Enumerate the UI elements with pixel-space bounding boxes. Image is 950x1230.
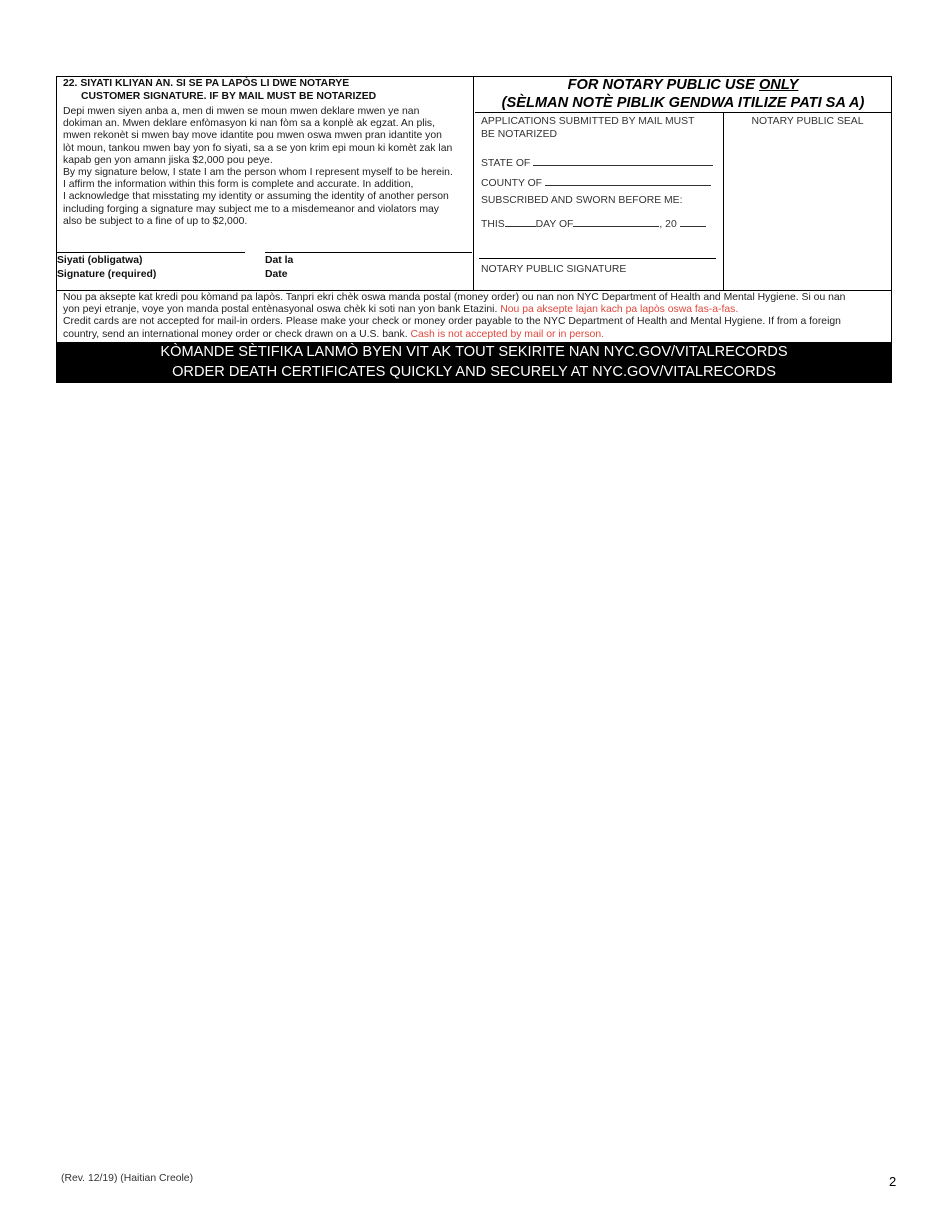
payment-line4-warning: Cash is not accepted by mail or in person. xyxy=(410,328,604,340)
year-label: , 20 xyxy=(659,219,677,230)
page-number: 2 xyxy=(889,1174,897,1189)
mail-notice-line2: BE NOTARIZED xyxy=(481,128,558,140)
customer-signature-section xyxy=(57,77,474,290)
payment-line4-text: country, send an international money order or check drawn on a U.S. bank. xyxy=(63,328,411,340)
date-label-ht: Dat la xyxy=(265,255,294,266)
notary-fields xyxy=(475,113,723,290)
mail-notice-line1: APPLICATIONS SUBMITTED BY MAIL MUST xyxy=(481,116,695,127)
declaration-text xyxy=(63,106,473,228)
declaration-line: I acknowledge that misstating my identity or assuming the identity of another person xyxy=(63,191,449,203)
this-label: THIS xyxy=(481,219,505,230)
declaration-line: Depi mwen siyen anba a, men di mwen se moun mwen deklare mwen ye nan xyxy=(63,106,420,117)
state-row xyxy=(481,155,713,171)
declaration-line: also be subject to a fine of up to $2,000. xyxy=(63,215,248,227)
banner-line2: ORDER DEATH CERTIFICATES QUICKLY AND SECURELY AT NYC.GOV/VITALRECORDS xyxy=(172,363,776,380)
notary-heading-text: FOR NOTARY PUBLIC USE xyxy=(567,77,759,93)
payment-line2-warning: Nou pa aksepte lajan kach pa lapòs oswa fas-a-fas. xyxy=(500,304,739,316)
declaration-line: By my signature below, I state I am the person whom I represent myself to be herein. xyxy=(63,167,453,179)
section-22-title xyxy=(63,78,376,103)
declaration-line: dokiman an. Mwen deklare enfòmasyon ki nan fòm sa a konplè ak egzat. An plis, xyxy=(63,118,435,130)
order-online-banner xyxy=(57,342,891,382)
declaration-line: including forging a signature may subject me to a misdemeanor and violators may xyxy=(63,203,439,215)
section-title-line1: 22. SIYATI KLIYAN AN. SI SE PA LAPÒS LI DWE NOTARYE xyxy=(63,78,350,89)
notary-heading-only: ONLY xyxy=(758,77,799,93)
banner-line1: KÒMANDE SÈTIFIKA LANMÒ BYEN VIT AK TOUT SEKIRITE NAN NYC.GOV/VITALRECORDS xyxy=(160,344,788,360)
notary-seal-box xyxy=(723,113,891,290)
notary-seal-label: NOTARY PUBLIC SEAL xyxy=(751,116,864,127)
payment-line3: Credit cards are not accepted for mail-in orders. Please make your check or money order payable to the NYC Department of Health and Mental Hygiene. If from a foreign xyxy=(63,316,841,328)
day-of-label: DAY OF xyxy=(535,219,574,230)
payment-line2-text: yon peyi etranje, voye yon manda postal entènasyonal oswa chèk ki soti nan yon bank Etazini. xyxy=(63,304,501,316)
revision-footer: (Rev. 12/19) (Haitian Creole) xyxy=(61,1173,194,1184)
mail-notice xyxy=(481,116,694,141)
section-title-line2: CUSTOMER SIGNATURE. IF BY MAIL MUST BE NOTARIZED xyxy=(81,90,377,102)
month-field[interactable] xyxy=(573,216,659,227)
payment-line2 xyxy=(63,304,885,316)
declaration-line: mwen rekonèt si mwen bay move idantite pou mwen oswa mwen pran idantite yon xyxy=(63,130,442,142)
signature-notary-form xyxy=(56,76,892,383)
declaration-line: kapab gen yon amann jiska $2,000 pou peye. xyxy=(63,154,273,166)
date-sworn-row xyxy=(481,216,706,232)
signature-label-ht: Siyati (obligatwa) xyxy=(57,255,143,266)
notary-signature-field[interactable] xyxy=(479,258,716,259)
day-field[interactable] xyxy=(505,216,536,227)
county-field[interactable] xyxy=(545,175,711,186)
state-label: STATE OF xyxy=(481,158,531,169)
signature-label-en: Signature (required) xyxy=(57,268,157,280)
payment-line4 xyxy=(63,329,885,341)
date-label-en: Date xyxy=(265,268,288,280)
signature-label xyxy=(57,254,156,281)
notary-heading-line1 xyxy=(475,77,891,95)
payment-instructions xyxy=(57,290,891,342)
sworn-label: SUBSCRIBED AND SWORN BEFORE ME: xyxy=(481,195,683,206)
county-label: COUNTY OF xyxy=(481,178,542,189)
declaration-line: I affirm the information within this form is complete and accurate. In addition, xyxy=(63,179,414,191)
state-field[interactable] xyxy=(533,155,713,166)
customer-signature-field[interactable] xyxy=(57,252,245,253)
year-field[interactable] xyxy=(680,216,706,227)
declaration-line: lòt moun, tankou mwen bay yon fo siyati, sa a se yon krim epi moun ki komèt zak lan xyxy=(63,142,453,154)
county-row xyxy=(481,175,711,191)
notary-heading-line2: (SÈLMAN NOTÈ PIBLIK GENDWA ITILIZE PATI SA A) xyxy=(501,94,865,111)
notary-signature-label: NOTARY PUBLIC SIGNATURE xyxy=(481,264,627,275)
signature-date-field[interactable] xyxy=(265,252,472,253)
notary-heading xyxy=(475,77,891,113)
date-label xyxy=(265,254,293,281)
payment-line1: Nou pa aksepte kat kredi pou kòmand pa lapòs. Tanpri ekri chèk oswa manda postal (money order) ou nan non NYC Department of Health and Mental Hygiene. Si ou nan xyxy=(63,292,846,303)
